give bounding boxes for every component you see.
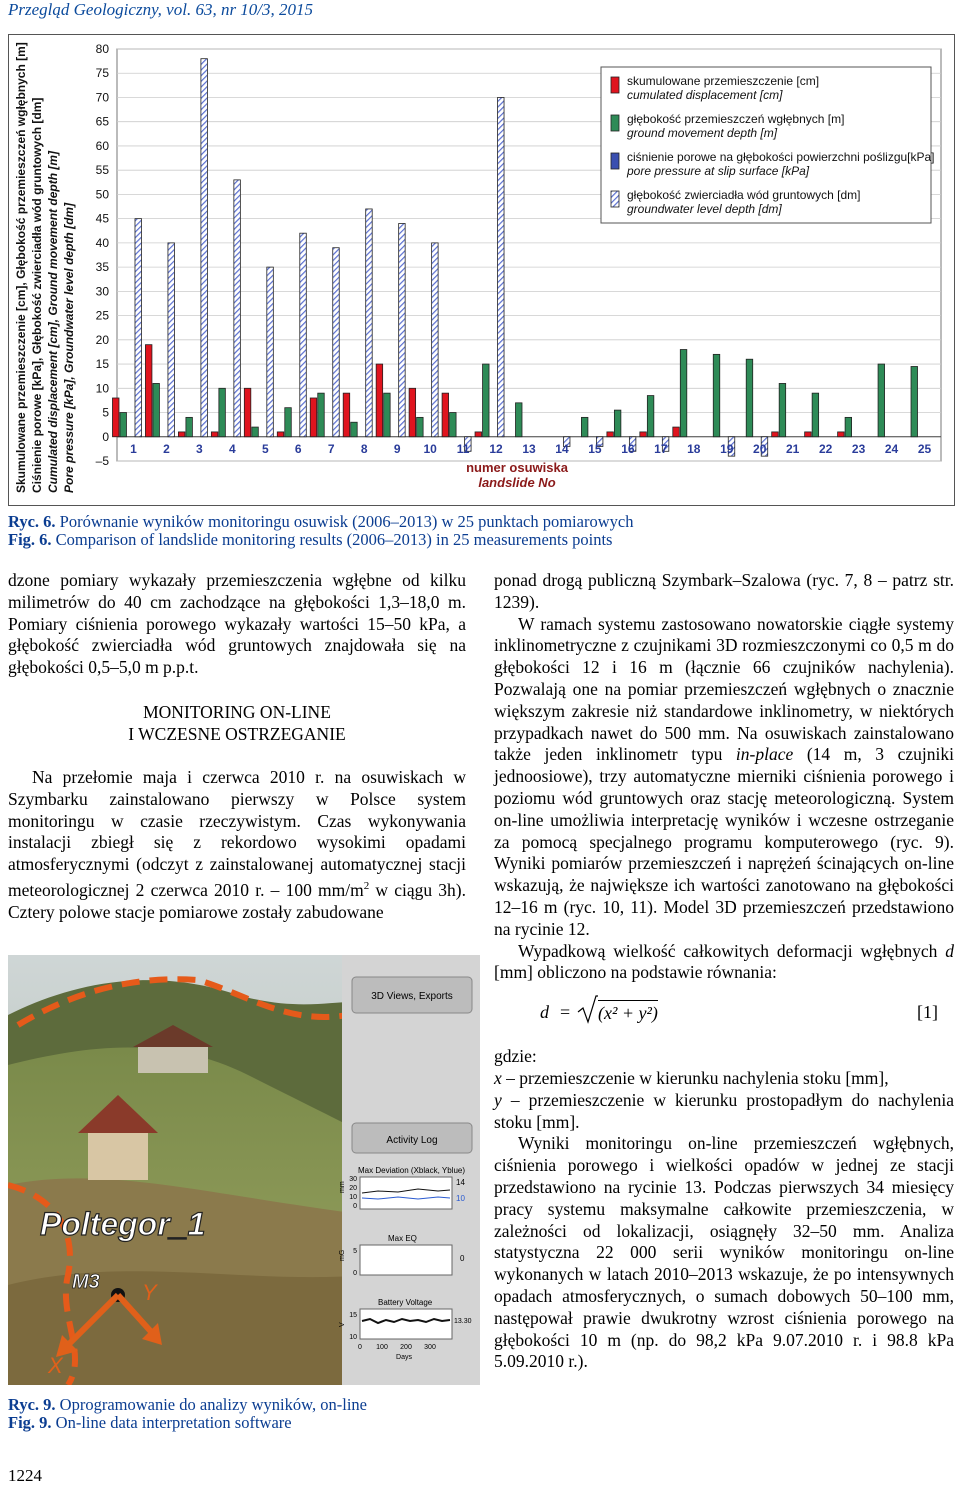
bar-4-12 [498, 97, 505, 436]
bar-4-8 [366, 209, 373, 437]
legend-swatch [611, 153, 619, 169]
right-paragraph-4: Wyniki monitoringu on-line przemieszczeń wgłębnych, ciśnienia porowego i wielkości opadów w jednej ze stacji przedstawiono na rycinie 13. Podczas pierwszych 34 miesięcy pracy systemu maksymalne całkowite przemieszczenia, w zależności od lokalizacji, osiągnęły 32–50 mm. Analiza statystyczna 22 000 serii wyników monitoringu on-line wykonanych w latach 2010–2013 wskazuje, że po intensywnych opadach atmosferycznych, o sumach dobowych 50–100 mm, następował prawie dwukrotny wzrost ciśnienia porowego na głębokości 10 m (np. do 98,2 kPa 9.07.2010 r. i 98.8 kPa 5.09.2010 r.). [494, 1133, 954, 1372]
x-tick-label: 1 [130, 441, 137, 456]
legend-label-en: ground movement depth [m] [627, 126, 778, 140]
y-tick-label: 50 [95, 187, 109, 202]
fig9-label-pl: Ryc. 9. [8, 1395, 56, 1414]
fig9-label-en: Fig. 9. [8, 1413, 52, 1432]
plot2-area [360, 1245, 452, 1275]
x-tick-label: 20 [753, 441, 767, 456]
chart-legend [601, 67, 935, 223]
x-tick-label: 12 [489, 441, 503, 456]
svg-text:10: 10 [349, 1194, 357, 1201]
legend-swatch [611, 115, 619, 131]
bar-2-19 [713, 354, 720, 436]
bar-1-11 [442, 393, 449, 437]
x-tick-label: 16 [621, 441, 635, 456]
left-paragraph-1: dzone pomiary wykazały przemieszczenia wgłębne od kilku milimetrów do 40 cm zachodzące na głębokości 1,3–18,0 m. Pomiary ciśnienia porowego wykazały wartości 15–50 kPa, a głębokość zwierciadła wód gruntowych znajdowała się na głębokości 0,5–5,0 m p.p.t. [8, 570, 466, 678]
y-tick-label: 40 [95, 235, 109, 250]
bar-1-1 [112, 398, 119, 437]
legend-label-pl: ciśnienie porowe na głębokości powierzchni poślizgu[kPa] [627, 150, 935, 164]
y-tick-label: 80 [95, 42, 109, 56]
y-tick-label: 10 [95, 381, 109, 396]
legend-label-pl: skumulowane przemieszczenie [cm] [627, 74, 820, 88]
y-tick-label: 55 [95, 163, 109, 178]
legend-label-en: groundwater level depth [dm] [627, 202, 782, 216]
chart-svg [9, 35, 954, 505]
x-tick-label: 5 [261, 441, 269, 456]
x-tick-label: 6 [294, 441, 302, 456]
x-tick-label: 3 [196, 441, 203, 456]
x-tick-label: 4 [229, 441, 236, 456]
bar-2-9 [384, 393, 391, 437]
plot1-title: Max Deviation (Xblack, Yblue) [358, 1166, 466, 1175]
x-tick-label: 9 [393, 441, 401, 456]
bar-1-21 [772, 432, 779, 437]
bar-2-10 [417, 417, 424, 436]
svg-text:10: 10 [456, 1194, 465, 1203]
x-axis-label-en: landslide No [478, 475, 556, 490]
bar-4-4 [234, 180, 241, 437]
bar-4-9 [399, 223, 406, 436]
svg-text:200: 200 [400, 1344, 412, 1351]
bar-4-5 [267, 267, 274, 437]
bar-1-5 [244, 388, 251, 436]
y-tick-label: 65 [95, 114, 109, 129]
bar-4-10 [432, 243, 439, 437]
bar-2-17 [647, 396, 654, 437]
fig6-text-pl: Porównanie wyników monitoringu osuwisk (2006–2013) w 25 punktach pomiarowych [59, 512, 634, 531]
bar-2-24 [878, 364, 885, 437]
fig9-caption-pl [8, 1395, 367, 1414]
bar-2-6 [285, 408, 292, 437]
x-axis-label-pl: numer osuwiska [466, 460, 568, 475]
bar-2-18 [680, 350, 687, 437]
fig6-caption-en [8, 530, 612, 549]
x-tick-label: 18 [687, 441, 701, 456]
y-axis-ticks [96, 42, 110, 468]
bar-2-4 [219, 388, 226, 436]
section-heading-1: MONITORING ON-LINE [143, 701, 331, 722]
svg-text:20: 20 [349, 1185, 357, 1192]
bar-2-15 [581, 417, 588, 436]
x-tick-label: 14 [555, 441, 569, 456]
bar-4-1 [135, 219, 142, 437]
right-paragraph-3: Wypadkową wielkość całkowitych deformacji wgłębnych d [mm] obliczono na podstawie równania: [494, 940, 954, 983]
bar-1-7 [310, 398, 317, 437]
bar-4-6 [300, 233, 307, 437]
x-tick-label: 21 [786, 441, 800, 456]
right-column [494, 570, 954, 1373]
svg-text:mm: mm [339, 1181, 346, 1193]
bar-1-23 [838, 432, 845, 437]
bar-1-8 [343, 393, 350, 437]
y-tick-label: 75 [95, 66, 109, 81]
bar-2-1 [120, 413, 127, 437]
bar-2-2 [153, 383, 160, 436]
svg-text:5: 5 [353, 1248, 357, 1255]
y-tick-label: 0 [102, 429, 109, 444]
bar-1-17 [640, 432, 647, 437]
bar-1-18 [673, 427, 680, 437]
svg-text:30: 30 [349, 1176, 357, 1183]
legend-label-pl: głębokość zwierciadła wód gruntowych [dm] [627, 188, 861, 202]
bar-2-11 [450, 413, 457, 437]
svg-text:0: 0 [358, 1344, 362, 1351]
legend-label-en: pore pressure at slip surface [kPa] [627, 164, 810, 178]
plot3-area [360, 1309, 452, 1339]
figure-6-chart [8, 34, 955, 506]
photo-svg [8, 955, 480, 1385]
right-paragraph-1: ponad drogą publiczną Szymbark–Szalowa (ryc. 7, 8 – patrz str. 1239). [494, 570, 954, 612]
svg-text:V: V [339, 1322, 346, 1327]
bar-2-7 [318, 393, 325, 437]
y-axis-label-line: Skumulowane przemieszczenie [cm], Głębokość przemieszczeń wgłębnych [m] [14, 42, 28, 493]
svg-text:10: 10 [349, 1334, 357, 1341]
y-axis-photo-label: Y [142, 1280, 157, 1305]
fig9-text-pl: Oprogramowanie do analizy wyników, on-line [59, 1395, 367, 1414]
bar-4-7 [333, 248, 340, 437]
x-tick-label: 25 [917, 441, 932, 456]
y-axis-label-line: Ciśnienie porowe [kPa], Głębokość zwierciadła wód gruntowych [dm] [30, 97, 44, 493]
right-paragraph-2: W ramach systemu zastosowano nowatorskie ciągłe systemy inklinometryczne z czujnikami 3D rozmieszczonymi co 0,5 m do głębokości 12 i 16 m (łącznie 66 czujników nachylenia). Pozwalają one na pomiar przemieszczeń wgłębnych o znacznie większym zakresie niż standardowe inklinometry, w niektórych przypadkach nawet do 500 mm. Na osuwiskach zainstalowano także jeden inklinometr typu in-place (14 m, 3 czujniki jednoosiowe), trzy automatyczne mierniki ciśnienia porowego i poziomu wód gruntowych oraz stację meteorologiczną. System on-line umożliwia interpretację wyników i wczesne ostrzeganie za pomocą specjalnego programu komputerowego (ryc. 9). Wyniki pomiarów przemieszczeń i naprężeń ścinających on-line wskazują, że największe ich wartości zanotowano na głębokości 12–16 m (ryc. 10, 11). Model 3D przemieszczeń przedstawiono na rycinie 12. [494, 613, 955, 939]
svg-text:0: 0 [353, 1203, 357, 1210]
figure-9-photo [8, 955, 480, 1385]
plot3-title: Battery Voltage [378, 1298, 433, 1307]
x-tick-label: 23 [851, 441, 866, 456]
y-axis-label-line: Pore pressure [kPa], Groundwater level depth [dm] [62, 202, 76, 493]
views-exports-label: 3D Views, Exports [371, 991, 453, 1002]
bar-2-21 [779, 383, 786, 436]
journal-header: Przegląd Geologiczny, vol. 63, nr 10/3, 2015 [8, 0, 314, 19]
y-tick-label: 60 [95, 138, 109, 153]
legend-swatch [611, 191, 619, 207]
y-axis-label [14, 42, 76, 493]
bar-1-16 [607, 432, 614, 437]
bar-2-25 [911, 366, 918, 436]
bar-1-3 [178, 432, 185, 437]
x-axis-photo-label: X [48, 1353, 63, 1378]
y-definition: y – przemieszczenie w kierunku prostopadłym do nachylenia stoku [mm]. [494, 1089, 954, 1132]
bar-2-8 [351, 422, 358, 437]
station-label: Poltegor_1 [40, 1206, 206, 1242]
y-tick-label: 70 [95, 90, 109, 105]
left-column [8, 570, 466, 923]
bar-2-5 [252, 427, 259, 437]
equation-1: d = (x² + y²) [1] [494, 984, 954, 1046]
bar-2-13 [516, 403, 523, 437]
legend-label-pl: głębokość przemieszczeń wgłębnych [m] [627, 112, 845, 126]
plot1-area [360, 1177, 452, 1209]
legend-label-en: cumulated displacement [cm] [627, 88, 783, 102]
bar-1-6 [277, 432, 284, 437]
sqrt-sign [576, 994, 598, 1026]
fig6-label-pl: Ryc. 6. [8, 512, 56, 531]
y-axis-label-line: Cumulated displacement [cm], Ground movement depth [m] [46, 150, 60, 493]
y-tick-label: 35 [95, 260, 109, 275]
bar-2-12 [483, 364, 490, 437]
bar-2-3 [186, 417, 193, 436]
svg-text:100: 100 [376, 1344, 388, 1351]
x-tick-label: 15 [588, 441, 602, 456]
bar-4-2 [168, 243, 175, 437]
svg-text:Days: Days [396, 1354, 412, 1361]
svg-text:0: 0 [353, 1270, 357, 1277]
y-tick-label: 20 [95, 332, 109, 347]
activity-log-label: Activity Log [386, 1135, 438, 1146]
plot2-title: Max EQ [388, 1234, 417, 1243]
bar-2-20 [746, 359, 753, 437]
bar-1-22 [805, 432, 812, 437]
x-definition: x – przemieszczenie w kierunku nachylenia stoku [mm], [494, 1067, 889, 1088]
bar-4-3 [201, 59, 208, 437]
fig6-caption-pl [8, 512, 633, 531]
section-heading-2: I WCZESNE OSTRZEGANIE [128, 723, 346, 744]
gdzie-label: gdzie: [494, 1046, 537, 1067]
y-tick-label: 25 [95, 308, 109, 323]
fig6-text-en: Comparison of landslide monitoring results (2006–2013) in 25 measurements points [55, 530, 613, 549]
svg-text:mG: mG [339, 1249, 346, 1261]
legend-swatch [611, 77, 619, 93]
y-tick-label: 15 [95, 357, 109, 372]
x-tick-label: 7 [327, 441, 335, 456]
svg-text:300: 300 [424, 1344, 436, 1351]
x-tick-label: 10 [423, 441, 437, 456]
fig6-label-en: Fig. 6. [8, 530, 52, 549]
bar-2-16 [614, 410, 621, 437]
svg-text:15: 15 [349, 1312, 357, 1319]
bar-2-22 [812, 393, 819, 437]
x-tick-label: 24 [884, 441, 899, 456]
bar-1-12 [475, 432, 482, 437]
svg-text:0: 0 [460, 1254, 465, 1263]
bar-2-23 [845, 417, 852, 436]
fig9-text-en: On-line data interpretation software [55, 1413, 292, 1432]
bar-1-9 [376, 364, 383, 437]
bar-1-2 [145, 345, 152, 437]
x-tick-label: 13 [522, 441, 536, 456]
bar-1-4 [211, 432, 218, 437]
left-paragraph-2: Na przełomie maja i czerwca 2010 r. na osuwiskach w Szymbarku zainstalowano pierwszy w Polsce system monitoringu w czasie rzeczywistym. Czas wykonywania instalacji zbiegł się z rekordowo wysokimi opadami atmosferycznymi (odczyt z zainstalowanej automatycznej stacji meteorologicznej 2 czerwca 2010 r. – 100 $mm/m^2$ w ciągu 3h). Cztery polowe stacje pomiarowe zostały zabudowane [8, 766, 466, 922]
y-tick-label: 5 [102, 405, 109, 420]
y-tick-label: –5 [95, 454, 109, 468]
y-tick-label: 45 [95, 211, 109, 226]
m3-label: M3 [72, 1271, 100, 1293]
x-tick-label: 22 [818, 441, 833, 456]
fig9-caption-en [8, 1413, 292, 1432]
x-tick-label: 17 [654, 441, 668, 456]
x-tick-label: 19 [720, 441, 734, 456]
bar-1-10 [409, 388, 416, 436]
svg-text:13.30: 13.30 [454, 1318, 472, 1325]
y-tick-label: 30 [95, 284, 109, 299]
x-tick-label: 11 [456, 441, 470, 456]
x-tick-label: 2 [163, 441, 170, 456]
x-tick-label: 8 [360, 441, 368, 456]
svg-text:14: 14 [456, 1178, 465, 1187]
page-number: 1224 [8, 1466, 42, 1485]
